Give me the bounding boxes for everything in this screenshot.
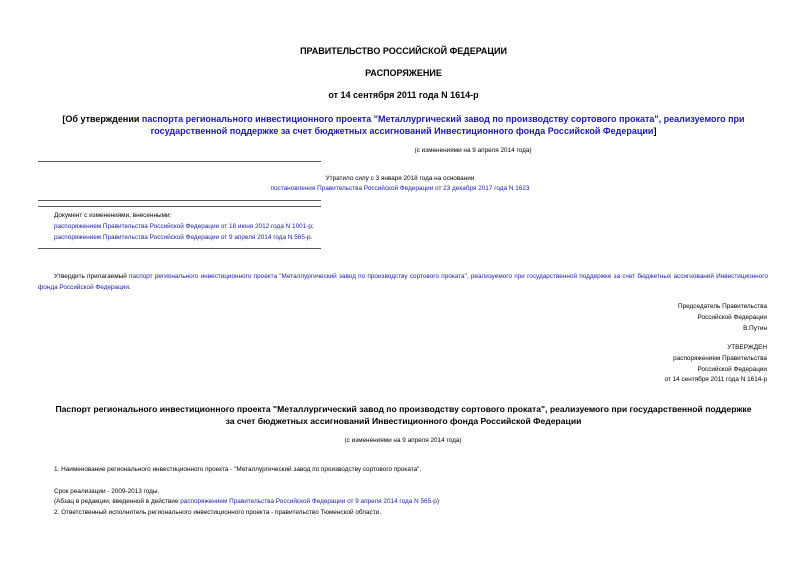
approved-line4: от 14 сентября 2011 года N 1614-р — [664, 376, 767, 383]
passport-title-line2: за счет бюджетных ассигнований Инвестиционного фонда Российской Федерации — [225, 416, 582, 426]
document-title-line2 — [0, 126, 807, 136]
passport-item-1: 1. Наименование регионального инвестиционного проекта - "Металлургический завод по производству сортового проката". — [54, 466, 422, 473]
approve-prefix: Утвердить прилагаемый — [54, 273, 130, 280]
divider — [38, 248, 321, 249]
approve-link[interactable]: паспорт регионального инвестиционного проекта "Металлургический завод по производству сортового проката", реализуемого при государственной поддержке за счет бюджетных ассигнований Инвестиционного фонда Российской Федерации — [38, 273, 768, 291]
changes-note: (с изменениями на 9 апреля 2014 года) — [414, 147, 532, 154]
approve-suffix: . — [128, 284, 131, 291]
divider — [38, 161, 321, 162]
approve-paragraph — [38, 271, 768, 293]
title-open-bracket: [Об утверждении — [62, 114, 142, 124]
amendment-link[interactable]: распоряжением Правительства Российской Федерации от 18 июня 2012 года N 1001-р — [54, 223, 312, 230]
divider — [38, 206, 321, 207]
divider — [38, 200, 321, 201]
title-link-part1[interactable]: паспорта регионального инвестиционного проекта "Металлургический завод по производству сортового проката", реализуемого при — [141, 114, 745, 124]
amendment-item — [54, 223, 314, 230]
amendment-item — [54, 234, 312, 241]
edit-note-link[interactable]: распоряжением Правительства Российской Федерации от 9 апреля 2014 года N 565-р — [180, 498, 437, 505]
repeal-link[interactable]: постановления Правительства Российской Федерации от 23 декабря 2017 года N 1623 — [270, 185, 530, 192]
amendment-suffix: . — [310, 234, 313, 241]
signature-line1: Председатель Правительства — [678, 303, 767, 310]
approved-line2: распоряжением Правительства — [673, 355, 767, 362]
approved-line1: УТВЕРЖДЕН — [727, 344, 767, 351]
repeal-text: Утратило силу с 3 января 2018 года на основании — [325, 175, 475, 182]
document-type: РАСПОРЯЖЕНИЕ — [365, 68, 442, 78]
document-date-number: от 14 сентября 2011 года N 1614-р — [328, 90, 479, 100]
approved-line3: Российской Федерации — [697, 366, 767, 373]
title-close-bracket: ] — [653, 126, 657, 136]
amendments-heading: Документ с изменениями, внесенными: — [54, 212, 172, 219]
amendment-link[interactable]: распоряжением Правительства Российской Федерации от 9 апреля 2014 года N 565-р — [54, 234, 311, 241]
edit-note-prefix: (Абзац в редакции, введенной в действие — [54, 498, 181, 505]
title-link-part2[interactable]: государственной поддержке за счет бюджетных ассигнований Инвестиционного фонда Российской Федерации — [150, 126, 654, 136]
government-heading: ПРАВИТЕЛЬСТВО РОССИЙСКОЙ ФЕДЕРАЦИИ — [300, 46, 507, 56]
signature-name: В.Путин — [743, 325, 767, 332]
passport-edit-note — [54, 498, 439, 505]
edit-note-suffix: ) — [436, 498, 439, 505]
document-title-line1 — [0, 114, 807, 124]
passport-item-2: 2. Ответственный исполнитель регионального инвестиционного проекта - правительство Тюменской области. — [54, 509, 382, 516]
passport-term: Срок реализации - 2009-2013 годы. — [54, 488, 160, 495]
passport-changes-note: (с изменениями на 9 апреля 2014 года) — [344, 437, 462, 444]
signature-line2: Российской Федерации — [697, 314, 767, 321]
amendment-suffix: ; — [311, 223, 314, 230]
passport-title-line1: Паспорт регионального инвестиционного проекта "Металлургический завод по производству сортового проката", реализуемого при государственной поддержке — [55, 404, 752, 414]
